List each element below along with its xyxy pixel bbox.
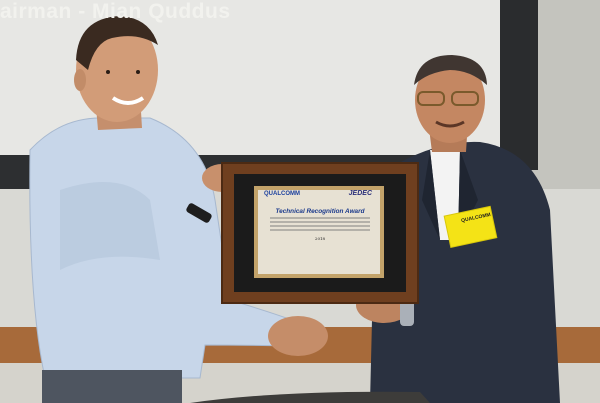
screen-banner-text: airman - Mian Quddus	[0, 0, 231, 23]
award-year: 2018	[314, 236, 326, 241]
award-body-line	[270, 225, 370, 227]
qualcomm-logo: QUALCOMM	[264, 191, 300, 197]
left-man-eye-r	[136, 70, 140, 74]
left-man-eye-l	[106, 70, 110, 74]
award-body-line	[270, 229, 370, 231]
handshake	[268, 316, 328, 356]
award-body-line	[270, 217, 370, 219]
jedec-logo: JEDEC	[348, 190, 372, 197]
award-body-line	[270, 221, 370, 223]
left-man-ear	[74, 69, 86, 91]
award-plaque-text	[262, 190, 378, 274]
screen-side-frame	[500, 0, 538, 170]
name-badge	[449, 211, 493, 241]
name-badge-text: QUALCOMM	[460, 211, 492, 225]
award-title: Technical Recognition Award	[275, 208, 365, 215]
left-man-trousers	[42, 370, 182, 403]
